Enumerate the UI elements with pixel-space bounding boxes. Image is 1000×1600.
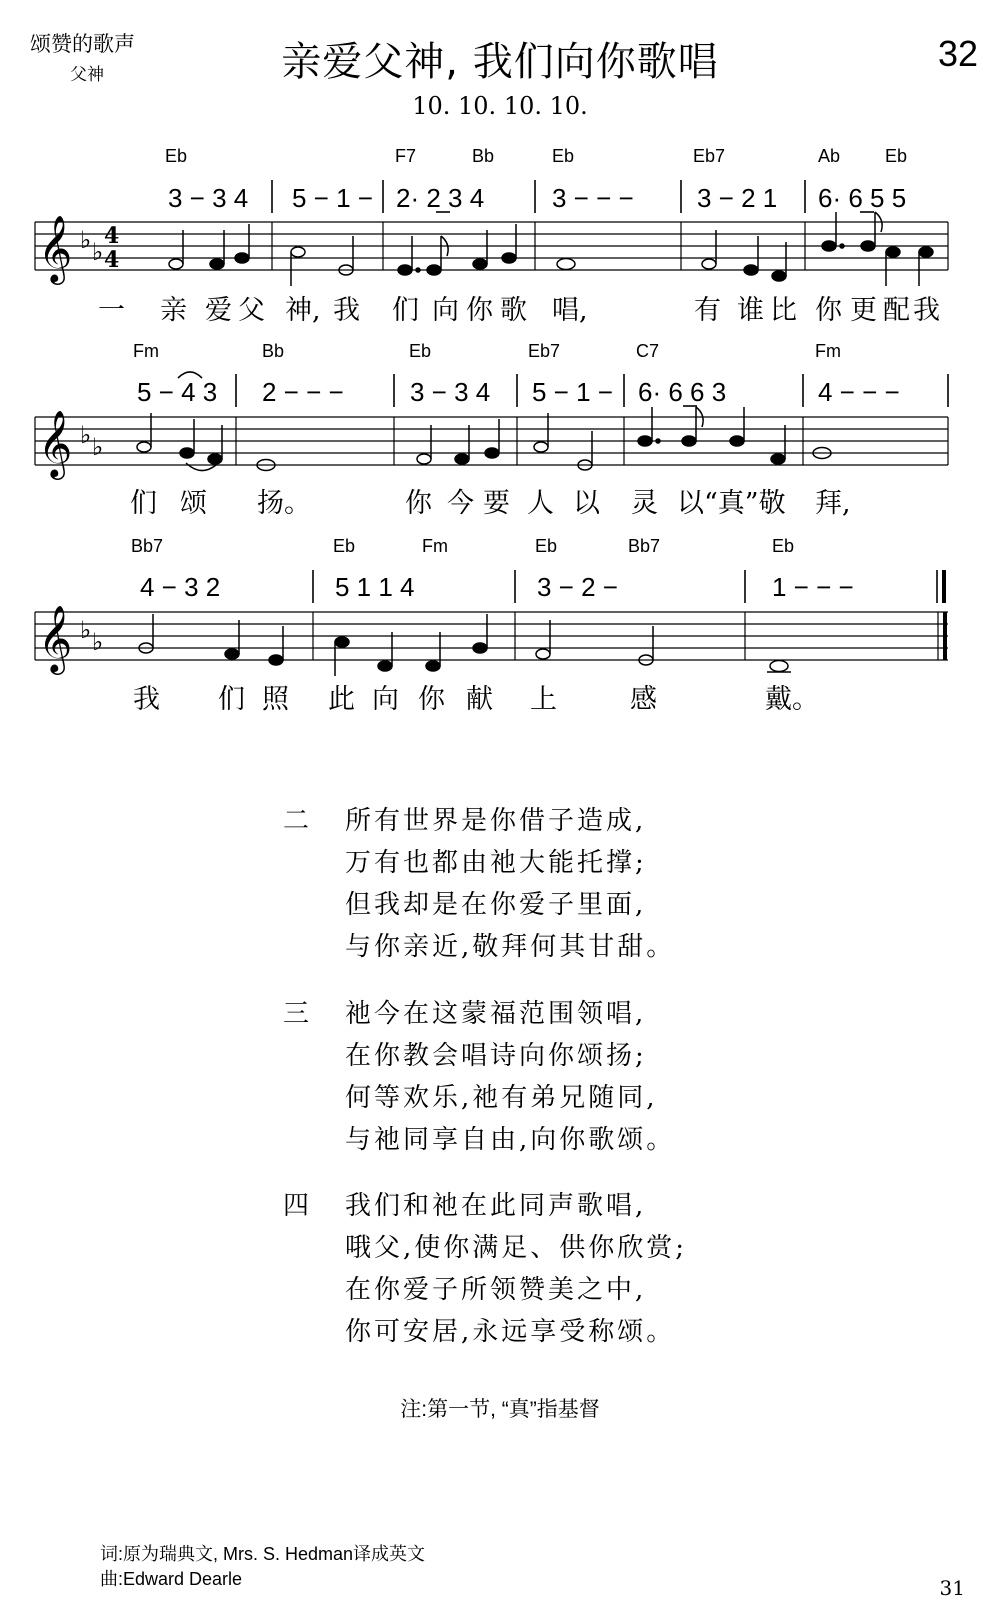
- chord-symbol: Eb7: [528, 341, 561, 361]
- treble-clef-icon: 𝄞: [38, 214, 73, 282]
- lyric: 父: [238, 295, 265, 326]
- chord-symbol: Fm: [815, 341, 841, 361]
- numbered-measure: 3 − 3 4: [410, 377, 491, 407]
- lyric: 爱: [205, 295, 232, 326]
- numbered-measure: 1 − − −: [772, 572, 854, 602]
- lyric: 有: [694, 295, 721, 326]
- lyric: 上: [530, 684, 557, 715]
- composer-credit: 曲:Edward Dearle: [100, 1569, 243, 1589]
- verse-number: 二: [283, 806, 313, 836]
- lyric: 拜,: [815, 488, 851, 519]
- numbered-measure: 3 − 3 4: [168, 183, 249, 213]
- flat-icon: ♭: [80, 226, 92, 254]
- hymn-number: 32: [937, 33, 978, 74]
- chord-symbol: Ab: [818, 146, 841, 166]
- flat-icon: ♭: [92, 433, 104, 461]
- lyric: 你: [466, 295, 493, 326]
- lyric: 我: [913, 295, 940, 326]
- lyric: 要: [483, 488, 510, 519]
- numbered-measure: 2 − − −: [262, 377, 344, 407]
- chord-symbol: Eb7: [693, 146, 726, 166]
- lyric: 你: [418, 684, 445, 715]
- verse-line: 在你爱子所领赞美之中,: [345, 1275, 647, 1305]
- chord-symbol: Bb7: [628, 536, 661, 556]
- verse-line: 哦父,使你满足、供你欣赏;: [345, 1233, 688, 1263]
- lyric: 今: [447, 488, 474, 519]
- lyric: 们: [130, 488, 157, 519]
- numbered-measure: 2· 2 3 4: [396, 183, 485, 213]
- chord-symbol: Bb7: [131, 536, 164, 556]
- verse-number: 四: [283, 1191, 313, 1221]
- lyric: 你: [815, 295, 842, 326]
- verse-line: 我们和祂在此同声歌唱,: [345, 1191, 647, 1221]
- lyric: 比: [770, 295, 797, 326]
- lyric: 照: [262, 684, 289, 715]
- page-number: 31: [939, 1576, 965, 1600]
- chord-symbol: Fm: [133, 341, 159, 361]
- lyric: 以: [573, 488, 600, 519]
- lyric: 唱,: [552, 295, 588, 326]
- verse-line: 你可安居,永远享受称颂。: [345, 1317, 676, 1347]
- chord-symbol: Eb: [885, 146, 908, 166]
- lyric: 扬。: [257, 488, 311, 519]
- flat-icon: ♭: [92, 628, 104, 656]
- numbered-measure: 3 − − −: [552, 183, 634, 213]
- numbered-measure: 3 − 2 1: [697, 183, 778, 213]
- lyric: 戴。: [765, 684, 819, 715]
- verse-line: 何等欢乐,祂有弟兄随同,: [345, 1083, 658, 1113]
- verse-line: 但我却是在你爱子里面,: [345, 890, 647, 920]
- lyric: 们: [392, 295, 419, 326]
- verse-line: 祂今在这蒙福范围领唱,: [345, 999, 647, 1029]
- score-system-2: [35, 341, 948, 519]
- numbered-measure: 4 − − −: [818, 377, 900, 407]
- book-title: 颂赞的歌声: [30, 33, 135, 56]
- lyric: 献: [466, 684, 493, 715]
- hymn-category: 父神: [70, 65, 104, 84]
- lyric: 此: [328, 684, 355, 715]
- numbered-measure: 4 − 3 2: [140, 572, 221, 602]
- lyric: 更: [850, 295, 877, 326]
- chord-symbol: Eb: [552, 146, 575, 166]
- meter: 10. 10. 10. 10.: [412, 92, 588, 120]
- flat-icon: ♭: [92, 238, 104, 266]
- score-system-3: [35, 536, 948, 715]
- numbered-measure: 3 − 2 −: [537, 572, 618, 602]
- chord-symbol: Fm: [422, 536, 448, 556]
- lyric: 神,: [285, 295, 321, 326]
- treble-clef-icon: 𝄞: [38, 409, 73, 477]
- lyric: 我: [133, 684, 160, 715]
- verse-line: 在你教会唱诗向你颂扬;: [345, 1041, 647, 1071]
- numbered-measure: 5 − 1 −: [532, 377, 613, 407]
- verse-2: [283, 800, 676, 962]
- music-score: [0, 0, 1000, 760]
- hymn-title: 亲爱父神, 我们向你歌唱: [281, 39, 719, 85]
- score-system-1: [35, 146, 948, 326]
- chord-symbol: Bb: [472, 146, 495, 166]
- lyric: 灵: [631, 488, 658, 519]
- lyric: 你: [405, 488, 432, 519]
- lyric: 谁: [737, 295, 764, 326]
- verse-number: 三: [283, 999, 313, 1029]
- time-signature-numerator: 4: [104, 223, 120, 249]
- lyric: 们: [218, 684, 245, 715]
- verse-line: 所有世界是你借子造成,: [345, 806, 647, 836]
- lyric: 亲: [160, 295, 187, 326]
- chord-symbol: Eb: [333, 536, 356, 556]
- staff-notes: [169, 212, 933, 286]
- staff-notes: [139, 614, 791, 676]
- numbered-measure: 5 − 1 −: [292, 183, 373, 213]
- lyricist-credit: 词:原为瑞典文, Mrs. S. Hedman译成英文: [100, 1544, 426, 1564]
- lyric: 我: [333, 295, 360, 326]
- verse-line: 万有也都由祂大能托撑;: [345, 848, 647, 878]
- lyric: 一: [98, 295, 125, 326]
- footnote: 注:第一节, “真”指基督: [400, 1398, 600, 1421]
- verse-4: [283, 1185, 688, 1347]
- verse-3: [283, 993, 676, 1155]
- lyric: 配: [883, 295, 910, 326]
- chord-symbol: Eb: [409, 341, 432, 361]
- chord-symbol: F7: [395, 146, 417, 166]
- lyric: 向: [372, 684, 399, 715]
- lyric: 向: [432, 295, 459, 326]
- chord-symbol: C7: [636, 341, 660, 361]
- lyric: 以“真”敬: [677, 488, 786, 519]
- flat-icon: ♭: [80, 616, 92, 644]
- numbered-measure: 6· 6 6 3: [638, 377, 727, 407]
- chord-symbol: Bb: [262, 341, 285, 361]
- lyric: 歌: [500, 295, 527, 326]
- chord-symbol: Eb: [772, 536, 795, 556]
- flat-icon: ♭: [80, 421, 92, 449]
- lyric: 人: [527, 488, 554, 519]
- chord-symbol: Eb: [165, 146, 188, 166]
- chord-symbol: Eb: [535, 536, 558, 556]
- time-signature-denominator: 4: [104, 247, 120, 273]
- numbered-measure: 5 − 4 3: [137, 377, 218, 407]
- lyric: 颂: [180, 488, 207, 519]
- treble-clef-icon: 𝄞: [38, 604, 73, 672]
- verse-line: 与你亲近,敬拜何其甘甜。: [345, 932, 676, 962]
- verse-line: 与祂同享自由,向你歌颂。: [345, 1125, 676, 1155]
- numbered-measure: 6· 6 5 5: [818, 183, 907, 213]
- numbered-measure: 5 1 1 4: [335, 572, 415, 602]
- lyric: 感: [630, 684, 657, 715]
